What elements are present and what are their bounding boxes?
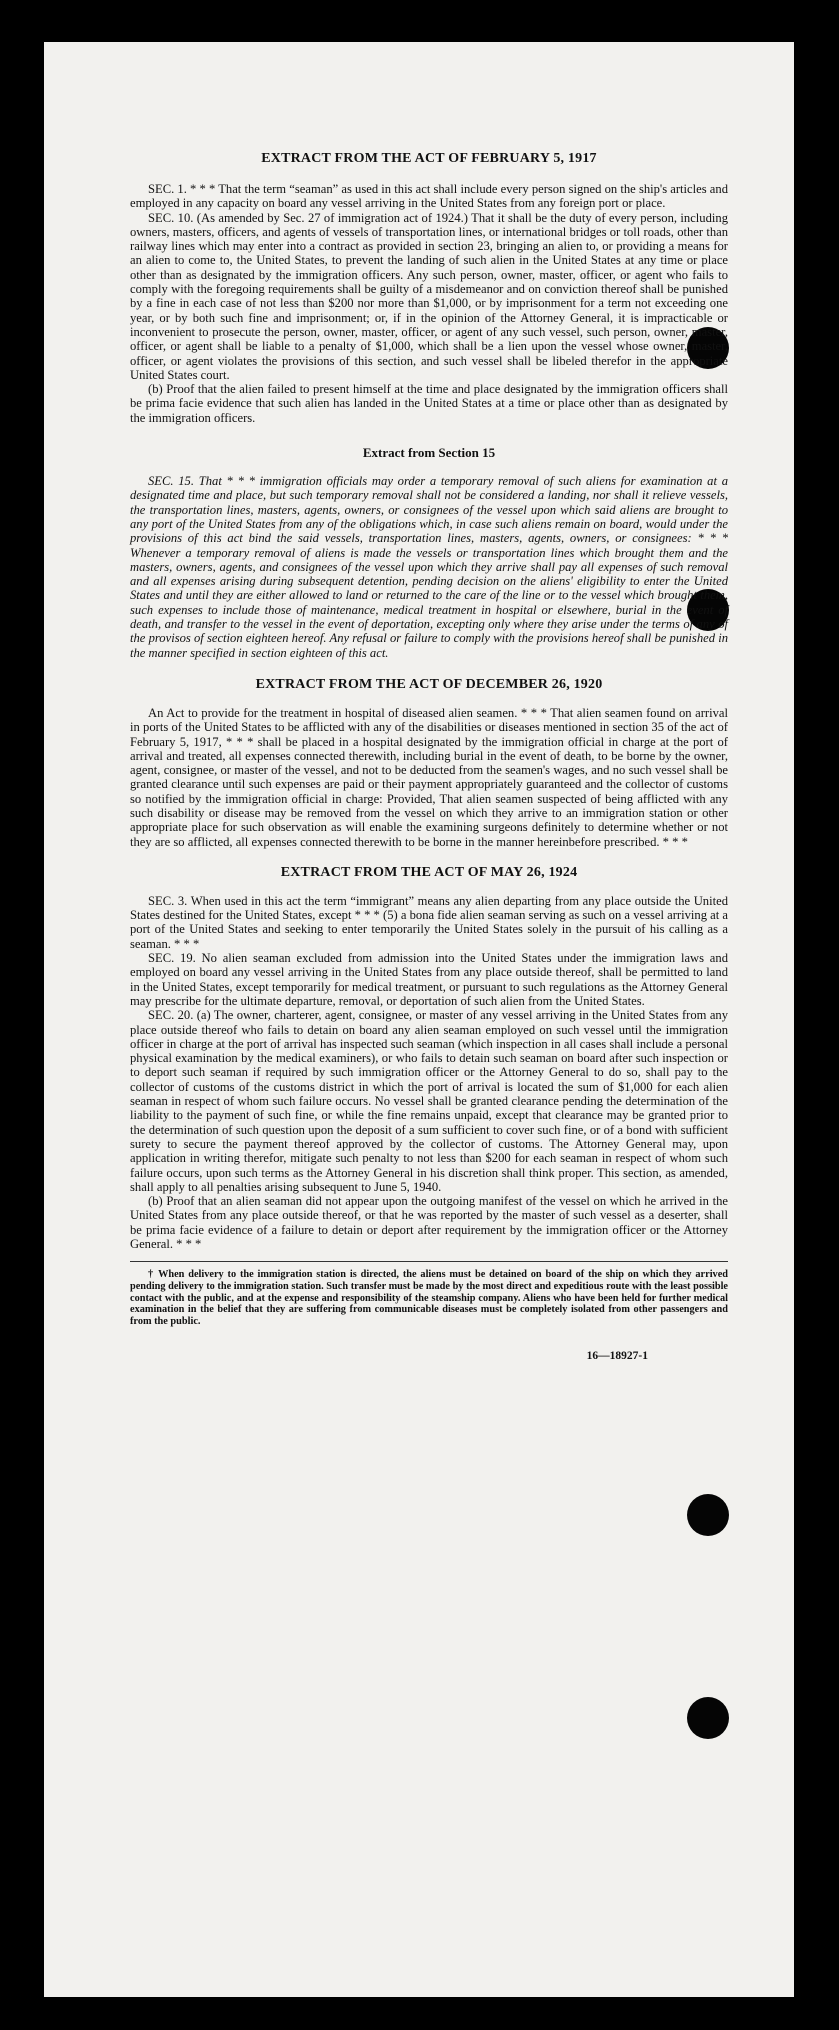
heading-act-1917: EXTRACT FROM THE ACT OF FEBRUARY 5, 1917 (261, 151, 597, 166)
footnote-text: † When delivery to the immigration station is directed, the aliens must be detained on board of the ship on which they arrived pending delivery to the immigration station. Such transfer must be made by the most direct and expeditious route with the least possible contact with the public, and at the expense and responsibility of the steamship company. Aliens who have been held for further medical examination in the belief that they are suffering from communicable diseases must be completely isolated from other passengers and from the public. (130, 1269, 728, 1328)
punch-hole (687, 1697, 729, 1739)
footnote-divider (130, 1261, 728, 1262)
section-1-paragraph: SEC. 1. * * * That the term “seaman” as used in this act shall include every person signed on the ship's articles and employed in any capacity on board any vessel arriving in the United States from any foreign port or place. (130, 182, 728, 211)
section-10-paragraph: SEC. 10. (As amended by Sec. 27 of immigration act of 1924.) That it shall be the duty of every person, including owners, masters, officers, and agents of vessels of transportation lines, or international bridges or toll roads, other than railway lines which may enter into a contract as provided in section 23, bringing an alien to, or providing a means for an alien to come to, the United States, to prevent the landing of such alien in the United States at any time or place other than as designated by the immigration officers. Any such person, owner, master, officer, or agent who fails to comply with the foregoing requirements shall be guilty of a misdemeanor and on conviction thereof shall be punished by a fine in each case of not less than $200 nor more than $1,000, or by imprisonment for a term not exceeding one year, or by both such fine and imprisonment; or, if in the opinion of the Attorney General, it is impracticable or inconvenient to prosecute the person, owner, master, officer, or agent of any such vessel, such person, owner, master, officer, or agent shall be liable to a penalty of $1,000, which shall be a lien upon the vessel whose owner, master, officer, or agent violates the provisions of this section, and such vessel shall be libeled therefor in the appropriate United States court. (130, 210, 728, 382)
form-code: 16—18927-1 (586, 1349, 648, 1362)
document-text (130, 150, 728, 1362)
section-20a-paragraph: SEC. 20. (a) The owner, charterer, agent, consignee, or master of any vessel arriving in the United States from any place outside thereof who fails to detain on board any alien seaman employed on such vessel until the immigration officer in charge at the port of arrival has inspected such seaman (which inspection in all cases shall include a personal physical examination by the medical examiners), or who fails to detain such seaman on board after such inspection or to deport such seaman if required by such immigration officer or the Attorney General to do so, shall pay to the collector of customs of the customs district in which the port of arrival is located the sum of $1,000 for each alien seaman in respect of whom such failure occurs. No vessel shall be granted clearance pending the determination of the liability to the payment of such fine, or while the fine remains unpaid, except that clearance may be granted prior to the determination of such question upon the deposit of a sum sufficient to cover such fine, or of a bond with sufficient surety to secure the payment thereof approved by the collector of customs. The Attorney General may, upon application in writing therefor, mitigate such penalty to not less than $200 for each seaman in respect of whom such failure occurs, upon such terms as the Attorney General in his discretion shall think proper. This section, as amended, shall apply to all penalties arising subsequent to June 5, 1940. (130, 1008, 728, 1194)
heading-act-1920: EXTRACT FROM THE ACT OF DECEMBER 26, 1920 (255, 676, 603, 692)
punch-hole (687, 1494, 729, 1536)
heading-section-15: Extract from Section 15 (362, 445, 496, 461)
section-19-paragraph: SEC. 19. No alien seaman excluded from admission into the United States under the immigration laws and employed on board any vessel arriving in the United States from any place outside thereof, shall be permitted to land in the United States, except temporarily for medical treatment, or pursuant to such regulations as the Attorney General may prescribe for the ultimate departure, removal, or deportation of such alien from the United States. (130, 951, 728, 1008)
section-10b-paragraph: (b) Proof that the alien failed to present himself at the time and place designated by the immigration officers shall be prima facie evidence that such alien has landed in the United States at a time or place other than as designated by the immigration officers. (130, 382, 728, 425)
heading-act-1924: EXTRACT FROM THE ACT OF MAY 26, 1924 (280, 864, 578, 880)
section-3-paragraph: SEC. 3. When used in this act the term “immigrant” means any alien departing from any place outside the United States destined for the United States, except * * * (5) a bona fide alien seaman serving as such on a vessel arriving at a port of the United States and seeking to enter temporarily the United States solely in the pursuit of his calling as a seaman. * * * (130, 893, 728, 951)
section-15-paragraph: SEC. 15. That * * * immigration officials may order a temporary removal of such aliens for examination at a designated time and place, but such temporary removal shall not be considered a landing, nor shall it relieve vessels, the transportation lines, masters, agents, owners, or consignees of the vessel upon which said aliens are brought to any port of the United States from any of the obligations which, in case such aliens remain on board, would under the provisions of this act bind the said vessels, transportation lines, masters, agents, owners, or consignees: * * * Whenever a temporary removal of aliens is made the vessels or transportation lines which brought them and the masters, owners, agents, and consignees of the vessel upon which they arrive shall pay all expenses of such removal and all expenses arising during subsequent detention, pending decision on the aliens' eligibility to enter the United States and until they are either allowed to land or returned to the care of the line or to the vessel which brought them, such expenses to include those of maintenance, medical treatment in hospital or elsewhere, burial in the event of death, and transfer to the vessel in the event of deportation, excepting only where they arise under the terms of any of the provisos of section eighteen hereof. Any refusal or failure to comply with the provisions hereof shall be punished in the manner specified in section eighteen of this act. (130, 474, 728, 660)
section-20b-paragraph: (b) Proof that an alien seaman did not appear upon the outgoing manifest of the vessel on which he arrived in the United States from any place outside thereof, or that he was reported by the master of such vessel as a deserter, shall be prima facie evidence of a failure to detain or deport after requirement by the immigration officer or the Attorney General. * * * (130, 1194, 728, 1251)
act-1920-paragraph: An Act to provide for the treatment in hospital of diseased alien seamen. * * * That alien seamen found on arrival in ports of the United States to be afflicted with any of the disabilities or diseases mentioned in section 35 of the act of February 5, 1917, * * * shall be placed in a hospital designated by the immigration official in charge at the port of arrival and treated, all expenses connected therewith, including burial in the event of death, to be borne by the owner, agent, consignee, or master of the vessel, and not to be deducted from the seamen's wages, and no such vessel shall be granted clearance until such expenses are paid or their payment appropriately guaranteed and the collector of customs so notified by the immigration official in charge: Provided, That alien seamen suspected of being afflicted with any such disability or disease may be removed from the vessel on which they arrive to an immigration station or other appropriate place for such observation as will enable the examining surgeons definitely to determine whether or not they are so afflicted, all expenses connected therewith to be borne in the manner hereinbefore prescribed. * * * (130, 705, 728, 849)
footnote (130, 1269, 728, 1328)
